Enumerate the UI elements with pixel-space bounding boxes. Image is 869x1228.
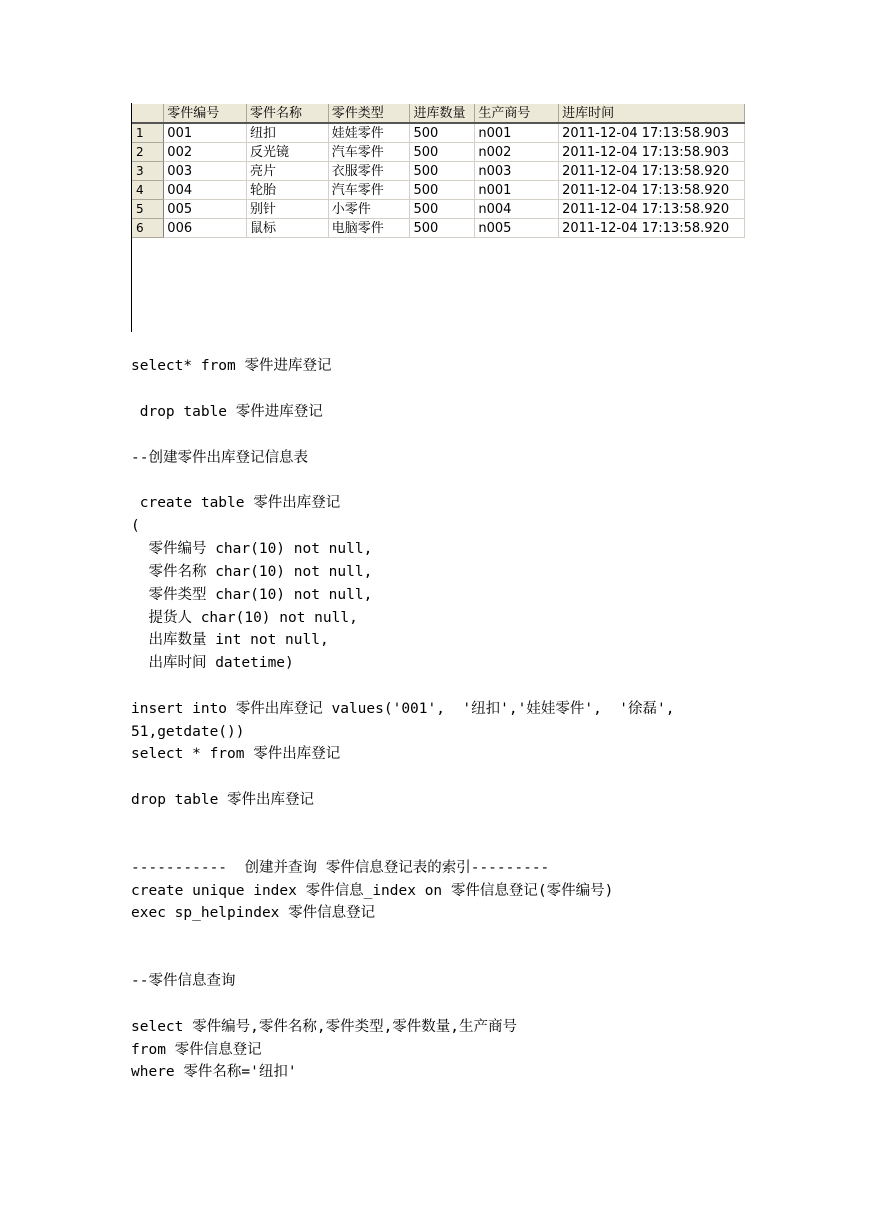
code-line: drop table 零件进库登记 [131, 404, 323, 420]
table-row[interactable] [132, 123, 745, 143]
table-cell[interactable]: 002 [164, 143, 247, 162]
table-cell[interactable]: 汽车零件 [328, 143, 410, 162]
table-cell[interactable]: 003 [164, 162, 247, 181]
column-header[interactable]: 进库时间 [559, 104, 745, 123]
table-cell[interactable]: n005 [475, 219, 559, 238]
table-cell[interactable]: 2011-12-04 17:13:58.920 [559, 219, 745, 238]
table-cell[interactable]: 500 [410, 123, 475, 143]
table-row[interactable] [132, 162, 745, 181]
code-line: ( [131, 518, 140, 534]
code-line: select * from 零件出库登记 [131, 746, 341, 762]
row-number[interactable]: 1 [132, 123, 164, 143]
code-line: 出库时间 datetime) [131, 655, 294, 671]
table-cell[interactable]: 汽车零件 [328, 181, 410, 200]
row-number[interactable]: 4 [132, 181, 164, 200]
table-cell[interactable]: 反光镜 [247, 143, 329, 162]
table-cell[interactable]: 亮片 [247, 162, 329, 181]
code-line: 零件类型 char(10) not null, [131, 587, 373, 603]
column-header[interactable]: 零件类型 [328, 104, 410, 123]
code-line: exec sp_helpindex 零件信息登记 [131, 905, 376, 921]
table-cell[interactable]: 006 [164, 219, 247, 238]
table-cell[interactable]: 电脑零件 [328, 219, 410, 238]
table-cell[interactable]: n004 [475, 200, 559, 219]
table-row[interactable] [132, 200, 745, 219]
result-table [132, 104, 745, 238]
table-cell[interactable]: 001 [164, 123, 247, 143]
header-row [132, 104, 745, 123]
table-cell[interactable]: 005 [164, 200, 247, 219]
code-line: 51,getdate()) [131, 724, 245, 740]
column-header[interactable]: 进库数量 [410, 104, 475, 123]
table-cell[interactable]: 别针 [247, 200, 329, 219]
code-line: create unique index 零件信息_index on 零件信息登记(零件编号) [131, 883, 614, 899]
row-number[interactable]: 6 [132, 219, 164, 238]
table-cell[interactable]: 2011-12-04 17:13:58.903 [559, 123, 745, 143]
code-line: drop table 零件出库登记 [131, 792, 315, 808]
table-cell[interactable]: 2011-12-04 17:13:58.903 [559, 143, 745, 162]
table-cell[interactable]: 2011-12-04 17:13:58.920 [559, 162, 745, 181]
column-header[interactable]: 零件编号 [164, 104, 247, 123]
query-result-grid [131, 103, 745, 332]
table-cell[interactable]: 2011-12-04 17:13:58.920 [559, 181, 745, 200]
table-cell[interactable]: 004 [164, 181, 247, 200]
table-cell[interactable]: 500 [410, 181, 475, 200]
code-line: select* from 零件进库登记 [131, 358, 332, 374]
table-cell[interactable]: 500 [410, 200, 475, 219]
table-cell[interactable]: 2011-12-04 17:13:58.920 [559, 200, 745, 219]
table-cell[interactable]: n001 [475, 181, 559, 200]
table-row[interactable] [132, 219, 745, 238]
code-comment: --零件信息查询 [131, 973, 236, 989]
code-line: 零件名称 char(10) not null, [131, 564, 373, 580]
code-line: 出库数量 int not null, [131, 632, 329, 648]
table-cell[interactable]: n003 [475, 162, 559, 181]
table-cell[interactable]: 小零件 [328, 200, 410, 219]
table-row[interactable] [132, 181, 745, 200]
row-number[interactable]: 2 [132, 143, 164, 162]
code-comment: ----------- 创建并查询 零件信息登记表的索引--------- [131, 860, 550, 876]
code-line: insert into 零件出库登记 values('001', '纽扣','娃娃零件', '徐磊', [131, 701, 675, 717]
table-cell[interactable]: 500 [410, 219, 475, 238]
column-header[interactable]: 零件名称 [247, 104, 329, 123]
table-row[interactable] [132, 143, 745, 162]
table-cell[interactable]: 衣服零件 [328, 162, 410, 181]
table-cell[interactable]: 娃娃零件 [328, 123, 410, 143]
table-cell[interactable]: 轮胎 [247, 181, 329, 200]
code-comment: --创建零件出库登记信息表 [131, 450, 308, 466]
code-line: select 零件编号,零件名称,零件类型,零件数量,生产商号 [131, 1019, 518, 1035]
table-cell[interactable]: 纽扣 [247, 123, 329, 143]
code-line: from 零件信息登记 [131, 1042, 262, 1058]
code-line: 提货人 char(10) not null, [131, 610, 358, 626]
table-cell[interactable]: 500 [410, 143, 475, 162]
table-cell[interactable]: 鼠标 [247, 219, 329, 238]
table-cell[interactable]: n001 [475, 123, 559, 143]
table-cell[interactable]: n002 [475, 143, 559, 162]
row-number[interactable]: 5 [132, 200, 164, 219]
code-line: 零件编号 char(10) not null, [131, 541, 373, 557]
column-header[interactable]: 生产商号 [475, 104, 559, 123]
table-cell[interactable]: 500 [410, 162, 475, 181]
corner-cell [132, 104, 164, 123]
code-line: where 零件名称='纽扣' [131, 1064, 297, 1080]
row-number[interactable]: 3 [132, 162, 164, 181]
code-line: create table 零件出库登记 [131, 495, 341, 511]
